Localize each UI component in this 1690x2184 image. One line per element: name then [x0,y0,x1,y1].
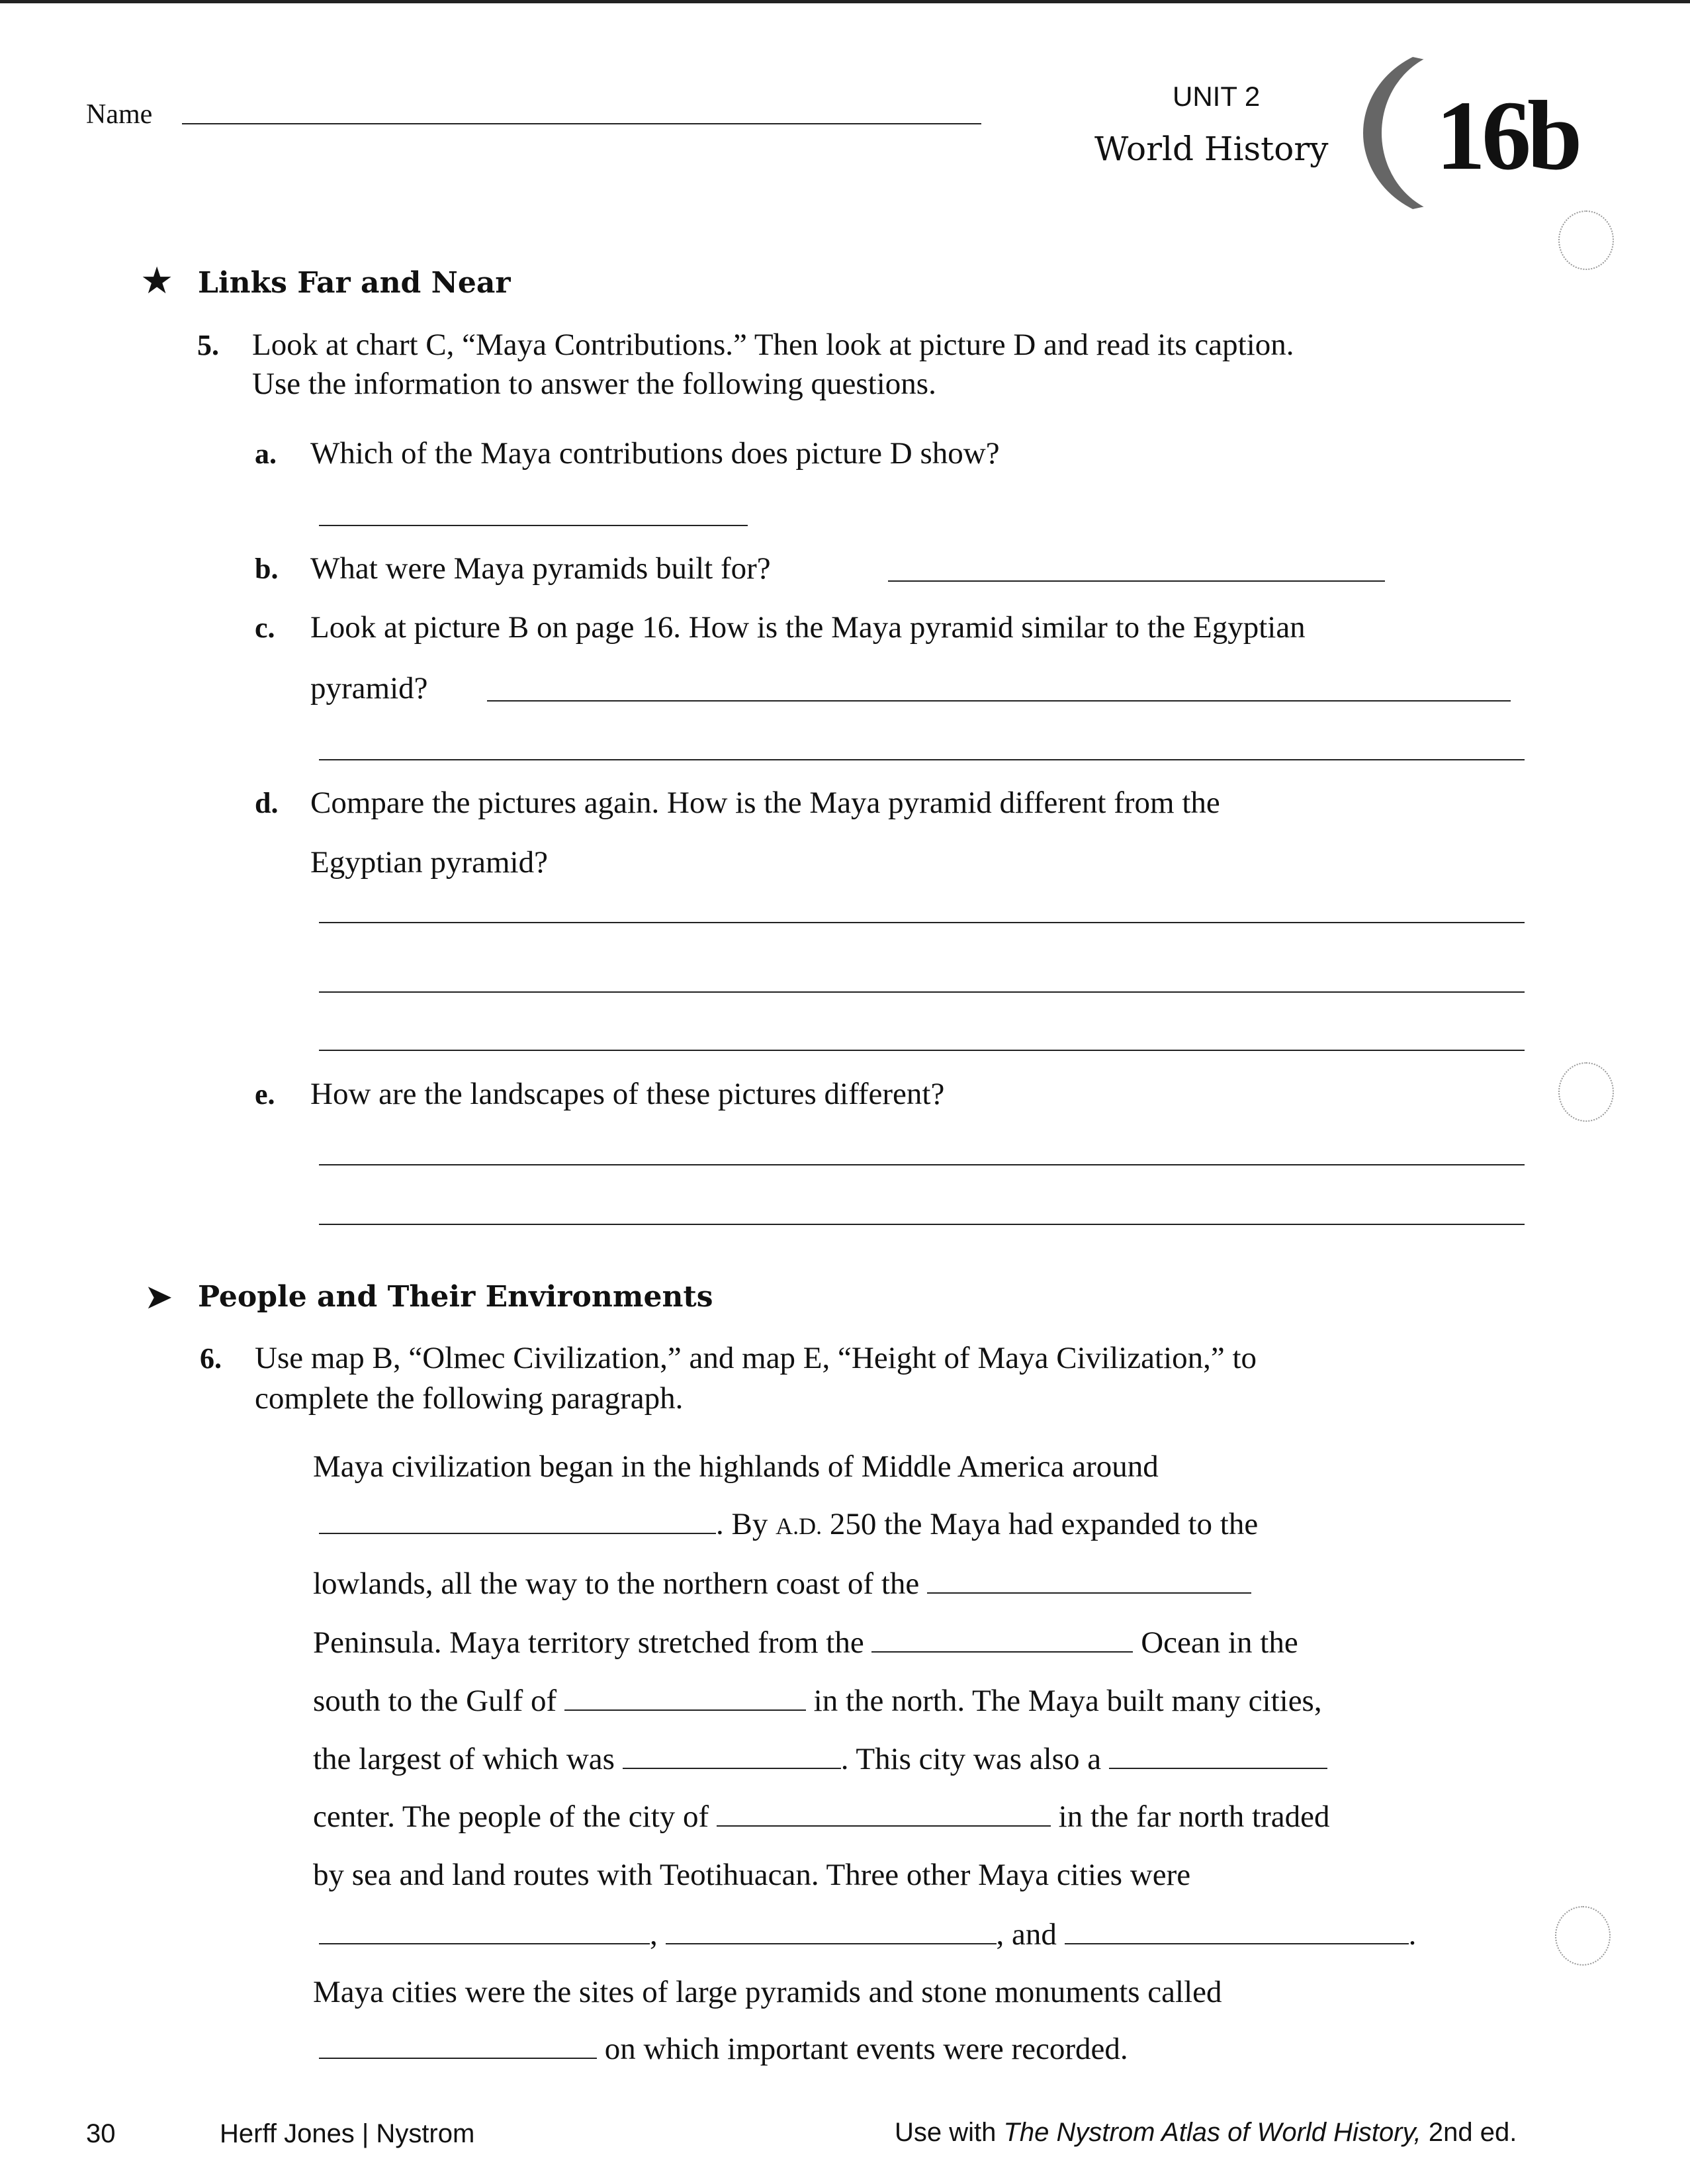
blank-city-1[interactable] [319,1919,650,1944]
question-prompt: complete the following paragraph. [255,1381,684,1416]
blank-gulf[interactable] [564,1686,806,1711]
item-letter: e. [255,1078,275,1111]
paragraph-line [319,1509,1258,1540]
question-prompt: Use the information to answer the following questions. [252,367,936,401]
question-prompt: Look at chart C, “Maya Contributions.” Then look at picture D and read its caption. [252,328,1294,362]
paragraph-line [319,1919,1416,1950]
item-text: Which of the Maya contributions does picture D show? [310,436,1000,471]
answer-line-c[interactable] [487,700,1511,702]
page-number: 30 [86,2119,116,2148]
name-field[interactable] [182,123,981,124]
text: Peninsula. Maya territory stretched from the [313,1625,872,1660]
blank-northern-city[interactable] [717,1801,1051,1827]
answer-line-b[interactable] [888,580,1385,582]
blank-ocean[interactable] [871,1627,1133,1653]
arrow-icon: ➤ [144,1279,173,1316]
text: Ocean in the [1133,1625,1298,1660]
question-prompt: Use map B, “Olmec Civilization,” and map E, “Height of Maya Civilization,” to [255,1341,1257,1375]
hole-punch [1558,1062,1614,1122]
answer-line-c[interactable] [319,759,1525,760]
item-letter: a. [255,437,277,470]
blank-city-3[interactable] [1065,1919,1409,1944]
top-border [0,0,1690,3]
paragraph-line [313,1744,1327,1775]
atlas-title: The Nystrom Atlas of World History, [1003,2118,1421,2147]
publisher: Herff Jones | Nystrom [220,2119,475,2148]
paragraph-line [313,1860,1190,1891]
question-number: 6. [200,1342,222,1375]
blank-monuments[interactable] [319,2034,597,2059]
use-with-note [895,2118,1517,2148]
text: in the north. The Maya built many cities, [805,1684,1322,1718]
item-letter: d. [255,787,279,819]
answer-line-d[interactable] [319,991,1525,993]
paragraph-line [313,1801,1329,1833]
text: Maya civilization began in the highlands of Middle America around [313,1449,1159,1484]
text: by sea and land routes with Teotihuacan. Three other Maya cities were [313,1858,1191,1892]
section-heading-people: People and Their Environments [198,1280,713,1314]
paragraph-line [313,1451,1159,1482]
text: . By [716,1507,776,1541]
paragraph-line [313,1686,1322,1717]
answer-line-d[interactable] [319,1050,1525,1051]
blank-date[interactable] [319,1509,716,1534]
text: , and [996,1917,1065,1952]
text: 250 the Maya had expanded to the [822,1507,1259,1541]
text: A.D. [776,1513,823,1539]
item-letter: c. [255,612,275,644]
answer-line-a[interactable] [319,525,748,526]
item-letter: b. [255,553,279,585]
text: Use with [895,2118,1004,2147]
text: . [1408,1917,1417,1952]
hole-punch [1555,1906,1611,1966]
item-text: What were Maya pyramids built for? [310,551,771,586]
unit-label: UNIT 2 [1173,81,1261,112]
item-text: pyramid? [310,671,428,705]
paragraph-line [319,2034,1128,2065]
blank-peninsula[interactable] [927,1569,1251,1594]
text: . This city was also a [840,1742,1109,1776]
text: lowlands, all the way to the northern coast of the [313,1567,927,1601]
star-icon: ★ [140,261,174,302]
text: on which important events were recorded. [597,2032,1128,2066]
blank-largest-city[interactable] [623,1744,841,1769]
text: center. The people of the city of [313,1799,717,1834]
hole-punch [1558,210,1614,270]
paragraph-line [313,1569,1251,1600]
paragraph-line [313,1977,1222,2008]
page-code: 16b [1436,81,1579,191]
text: Maya cities were the sites of large pyramids and stone monuments called [313,1975,1222,2009]
subject-title: World History [1094,130,1329,168]
paragraph-line [313,1627,1298,1659]
item-text: Look at picture B on page 16. How is the Maya pyramid similar to the Egyptian [310,610,1306,645]
item-text: Egyptian pyramid? [310,845,548,880]
section-heading-links: Links Far and Near [198,266,511,300]
text: , [650,1917,666,1952]
text: in the far north traded [1050,1799,1330,1834]
answer-line-e[interactable] [319,1224,1525,1225]
blank-city-2[interactable] [666,1919,997,1944]
name-label: Name [86,99,153,130]
text: south to the Gulf of [313,1684,564,1718]
item-text: How are the landscapes of these pictures different? [310,1077,945,1111]
blank-center-type[interactable] [1109,1744,1327,1769]
answer-line-e[interactable] [319,1164,1525,1165]
answer-line-d[interactable] [319,922,1525,923]
text: 2nd ed. [1421,2118,1517,2147]
item-text: Compare the pictures again. How is the Maya pyramid different from the [310,786,1220,820]
question-number: 5. [197,329,219,361]
text: the largest of which was [313,1742,623,1776]
